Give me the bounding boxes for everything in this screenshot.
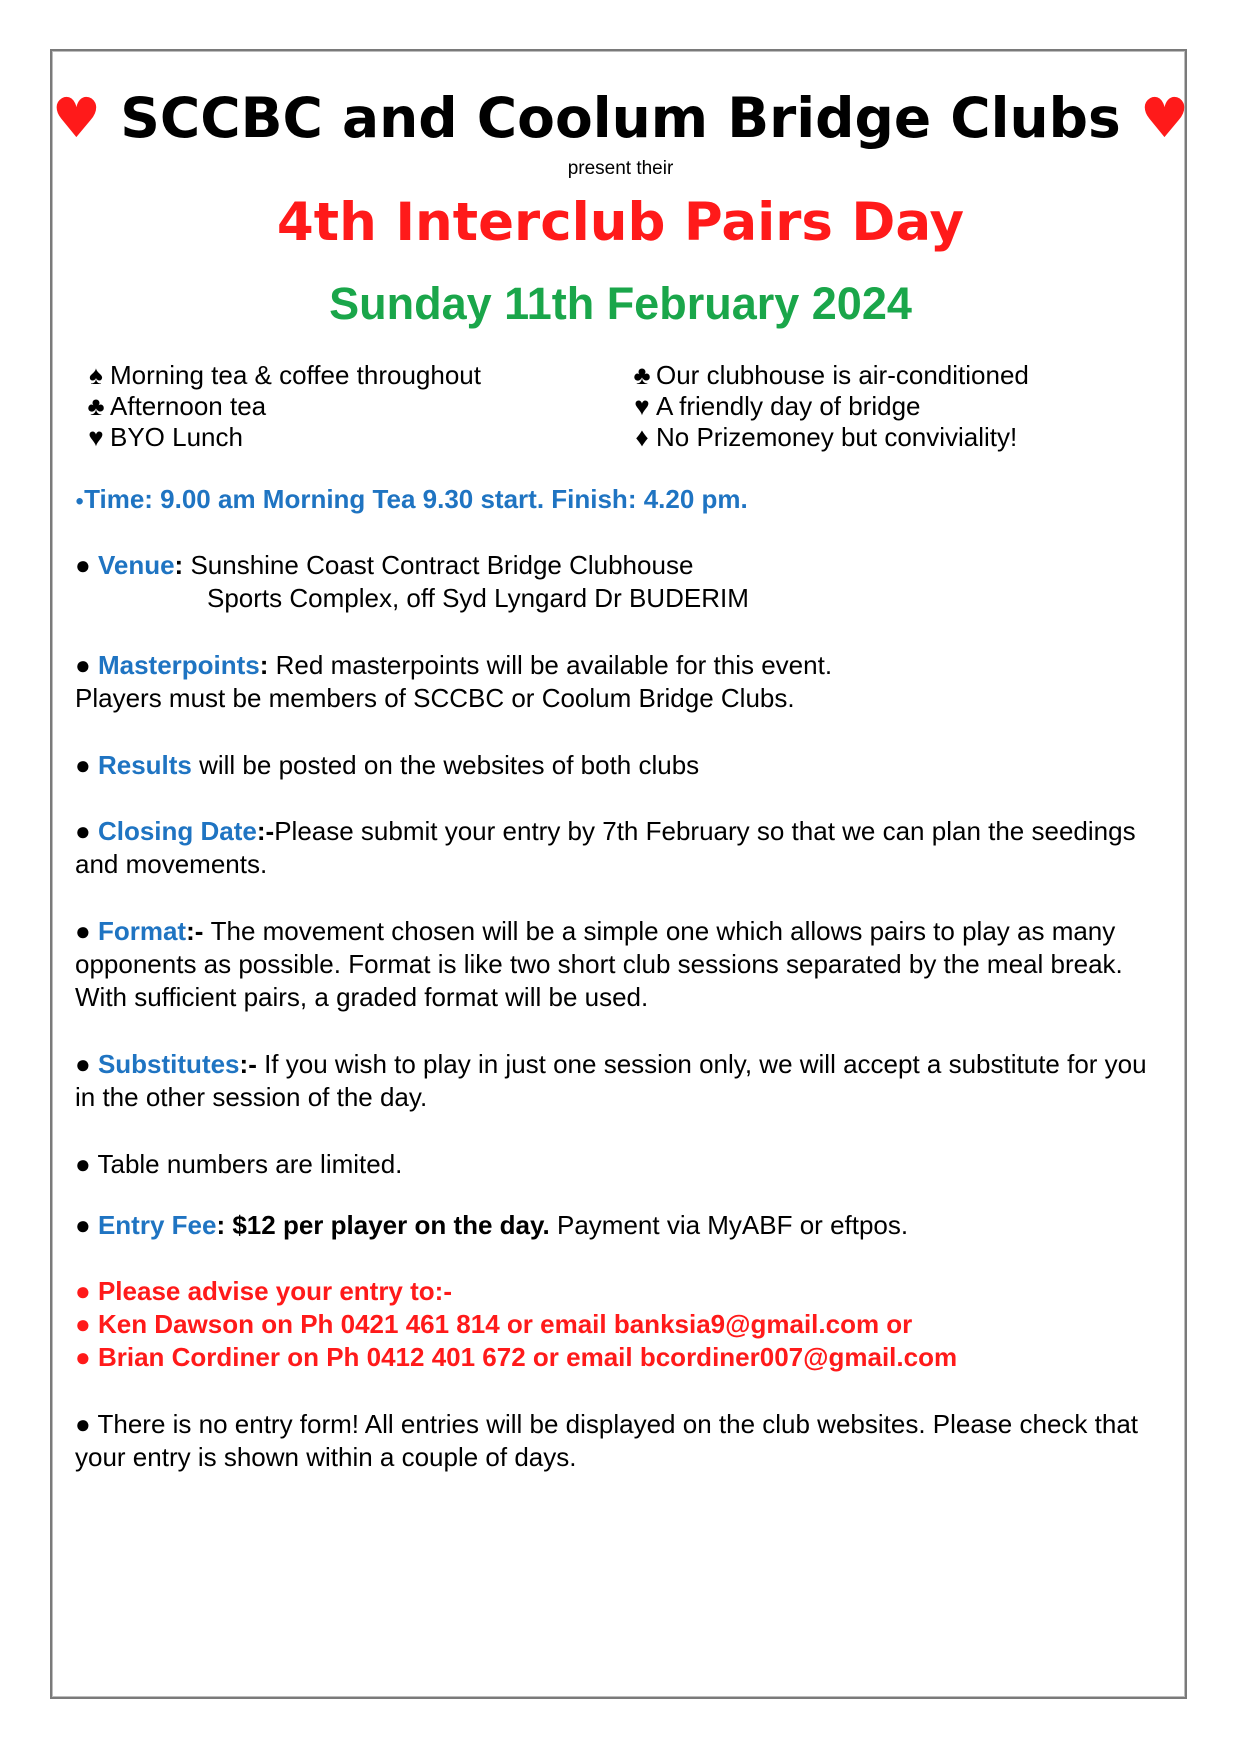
results-section: ● Results will be posted on the websites of both clubs <box>75 750 700 780</box>
closing-section: ● Closing Date:-Please submit your entry by 7th February so that we can plan the seedings and movements. <box>75 816 1136 879</box>
contact-line: ● Please advise your entry to:- <box>75 1276 452 1306</box>
bullet-icon: ● <box>75 492 85 510</box>
bullet-icon: ● <box>75 1149 91 1179</box>
perk-item: ♣ Afternoon tea <box>84 391 481 422</box>
event-date: Sunday 11th February 2024 <box>329 278 912 329</box>
club-title <box>0 86 1241 150</box>
bullet-icon: ● <box>75 1409 91 1439</box>
perk-item: ♣ Our clubhouse is air-conditioned <box>630 360 1029 391</box>
results-label: Results <box>97 750 192 780</box>
present-text: present their <box>567 158 674 179</box>
venue-line2: Sports Complex, off Syd Lyngard Dr BUDERIM <box>207 583 749 613</box>
substitutes-section: ● Substitutes:- If you wish to play in just one session only, we will accept a substitute for you in the other session of the day. <box>75 1049 1147 1112</box>
contact-line: ● Brian Cordiner on Ph 0412 401 672 or email bcordiner007@gmail.com <box>75 1342 958 1372</box>
time-text: Time: 9.00 am Morning Tea 9.30 start. Finish: 4.20 pm. <box>84 484 748 514</box>
entry-fee-amount: $12 per player on the day. <box>232 1210 550 1240</box>
bullet-icon: ● <box>75 816 91 846</box>
event-title: 4th Interclub Pairs Day <box>276 192 965 253</box>
perk-item: ♥ BYO Lunch <box>84 422 481 453</box>
entry-form-section: ● There is no entry form! All entries will be displayed on the club websites. Please check that your entry is shown within a couple of days. <box>75 1409 1139 1472</box>
bullet-icon: ● <box>75 550 91 580</box>
substitutes-label: Substitutes <box>97 1049 240 1079</box>
bullet-icon: ● <box>75 1210 91 1240</box>
masterpoints-note: Players must be members of SCCBC or Coolum Bridge Clubs. <box>75 683 795 713</box>
heart-icon: ♥ <box>88 422 104 452</box>
club-icon: ♣ <box>87 391 105 421</box>
perks-left <box>84 360 481 453</box>
closing-label: Closing Date <box>97 816 257 846</box>
bullet-icon: ● <box>75 1049 91 1079</box>
perk-item: ♠ Morning tea & coffee throughout <box>84 360 481 391</box>
masterpoints-label: Masterpoints <box>97 650 260 680</box>
venue-line1: Sunshine Coast Contract Bridge Clubhouse <box>190 550 694 580</box>
title-text: SCCBC and Coolum Bridge Clubs <box>120 86 1121 150</box>
contacts-section <box>75 1275 1165 1374</box>
entry-fee-section: ● Entry Fee: $12 per player on the day. Payment via MyABF or eftpos. <box>75 1210 909 1240</box>
diamond-icon: ♦ <box>635 422 649 452</box>
tables-section: ● Table numbers are limited. <box>75 1149 403 1179</box>
perk-item: ♥ A friendly day of bridge <box>630 391 1029 422</box>
perk-item: ♦ No Prizemoney but conviviality! <box>630 422 1029 453</box>
heart-icon: ♥ <box>51 86 102 150</box>
time-line <box>75 483 1165 518</box>
masterpoints-section: ● Masterpoints: Red masterpoints will be available for this event. Players must be members of SCCBC or Coolum Bridge Clubs. <box>75 649 1165 715</box>
contact-line: ● Ken Dawson on Ph 0421 461 814 or email banksia9@gmail.com or <box>75 1309 913 1339</box>
heart-icon: ♥ <box>1139 86 1190 150</box>
venue-label: Venue <box>97 550 175 580</box>
heart-icon: ♥ <box>634 391 650 421</box>
bullet-icon: ● <box>75 750 91 780</box>
spade-icon: ♠ <box>89 360 103 390</box>
club-icon: ♣ <box>633 360 651 390</box>
bullet-icon: ● <box>75 650 91 680</box>
bullet-icon: ● <box>75 916 91 946</box>
venue-section: ● Venue: Sunshine Coast Contract Bridge Clubhouse Sports Complex, off Syd Lyngard Dr BUDERIM <box>75 549 1165 615</box>
entry-fee-label: Entry Fee <box>97 1210 217 1240</box>
perks-right <box>630 360 1029 453</box>
format-label: Format <box>97 916 187 946</box>
format-section: ● Format:- The movement chosen will be a simple one which allows pairs to play as many opponents as possible. Format is like two short club sessions separated by the meal break. With sufficient pairs, a graded format will be used. <box>75 916 1123 1012</box>
